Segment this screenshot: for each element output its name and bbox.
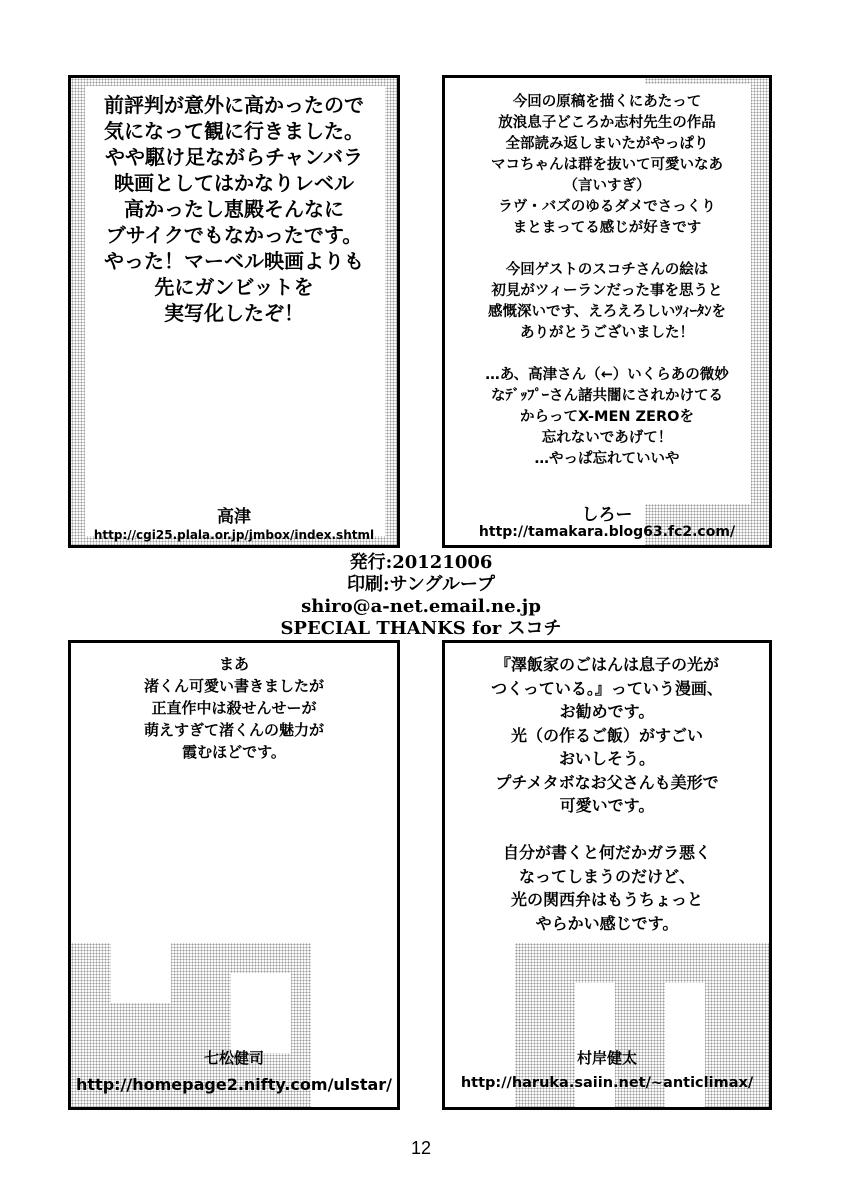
comment-line: …あ、高津さん（←）いくらあの微妙 xyxy=(485,367,729,383)
comment-box-bottom-right xyxy=(442,640,772,1110)
comment-line: ラヴ・バズのゆるダメでさっくり xyxy=(498,199,716,215)
comment-text xyxy=(71,653,397,763)
comment-line xyxy=(445,344,769,365)
comment-line: 放浪息子どころか志村先生の作品 xyxy=(498,115,716,131)
comment-line: 可愛いです。 xyxy=(559,796,655,815)
comment-line: 映画としてはかなりレベル xyxy=(114,171,354,195)
comment-line: ありがとうございました！ xyxy=(520,325,694,341)
comment-line: 今回ゲストのスコチさんの絵は xyxy=(505,262,709,278)
comment-text xyxy=(445,653,769,935)
comment-line: まとまってる感じが好きです xyxy=(512,220,702,236)
comment-line: マコちゃんは群を抜いて可愛いなあ xyxy=(491,157,723,173)
comment-line: なﾃﾞｯﾌﾟｰさん諸共闇にされかけてる xyxy=(491,388,723,404)
comment-line: （言いすぎ） xyxy=(563,178,651,194)
comment-text xyxy=(445,92,769,470)
comment-line: 霞むほどです。 xyxy=(182,743,286,761)
comment-line: やらかい感じです。 xyxy=(535,913,679,933)
comment-line: ブサイクでもなかったです。 xyxy=(105,223,363,247)
contact-email[interactable]: shiro@a-net.email.ne.jp xyxy=(301,596,541,617)
comment-line: 正直作中は殺せんせーが xyxy=(151,699,317,717)
comment-box-bottom-left xyxy=(68,640,400,1110)
comment-line: 今回の原稿を描くにあたって xyxy=(512,94,702,110)
comment-line: つくっている。』っていう漫画、 xyxy=(491,678,723,698)
comment-line: 自分が書くと何だかガラ悪く xyxy=(502,843,711,862)
comment-line: 気になって観に行きました。 xyxy=(104,119,364,143)
comment-line: 前評判が意外に高かったので xyxy=(104,93,364,117)
comment-line: 渚くん可愛い書きましたが xyxy=(143,677,324,695)
issue-date: 発行:20121006 xyxy=(349,552,493,573)
comment-line: プチメタボなお父さんも美形で xyxy=(495,772,719,792)
comment-line: やや駆け足ながらチャンバラ xyxy=(105,145,363,169)
comment-line: おいしそう。 xyxy=(558,749,655,768)
comment-line xyxy=(445,818,769,842)
author-url[interactable]: http://cgi25.plala.or.jp/jmbox/index.shtml xyxy=(93,528,375,542)
author-url[interactable]: http://haruka.saiin.net/~anticlimax/ xyxy=(460,1075,754,1091)
comment-line: 光（の作るご飯）がすごい xyxy=(510,725,703,745)
comment-line: 感慨深いです、えろえろしいﾂｨｰﾀﾝを xyxy=(487,304,727,320)
comment-text xyxy=(71,92,397,326)
comment-line: まあ xyxy=(218,655,249,673)
comment-line: からってX-MEN ZEROを xyxy=(520,409,694,425)
screentone-cutout xyxy=(231,973,291,1053)
author-signature: しろー xyxy=(581,505,633,525)
author-signature: 七松健司 xyxy=(203,1049,264,1067)
author-signature: 村岸健太 xyxy=(576,1049,637,1067)
special-thanks: SPECIAL THANKS for スコチ xyxy=(280,618,562,639)
screentone-cutout xyxy=(111,943,171,1003)
comment-line: 忘れないであげて！ xyxy=(541,430,673,446)
comment-line: …やっぱ忘れていいや xyxy=(534,451,680,467)
comment-box-top-left xyxy=(68,75,400,548)
comment-line: 光の関西弁はもうちょっと xyxy=(510,890,703,909)
comment-line: 先にガンビットを xyxy=(154,275,314,299)
comment-box-top-right xyxy=(442,75,772,548)
author-url[interactable]: http://homepage2.nifty.com/ulstar/ xyxy=(76,1075,392,1094)
comment-line: やった！マーベル映画よりも xyxy=(104,249,364,273)
page-number: 12 xyxy=(410,1138,432,1158)
comment-line: 実写化したぞ！ xyxy=(164,301,304,325)
comment-line: なってしまうのだけど、 xyxy=(518,866,695,886)
author-signature: 高津 xyxy=(217,507,251,527)
comment-line: 初見がツィーランだった事を思うと xyxy=(491,283,723,299)
comment-line: 高かったし恵殿そんなに xyxy=(124,197,344,221)
comment-line xyxy=(445,239,769,260)
colophon xyxy=(200,552,642,640)
printer-name: 印刷:サングループ xyxy=(347,574,495,595)
comment-line: 全部読み返しまいたがやっぱり xyxy=(505,136,709,152)
comment-line: 萌えすぎて渚くんの魅力が xyxy=(143,721,324,739)
author-url[interactable]: http://tamakara.blog63.fc2.com/ xyxy=(478,524,736,540)
comment-line: お勧めです。 xyxy=(559,702,655,721)
comment-line: 『澤飯家のごはんは息子の光が xyxy=(494,655,719,674)
